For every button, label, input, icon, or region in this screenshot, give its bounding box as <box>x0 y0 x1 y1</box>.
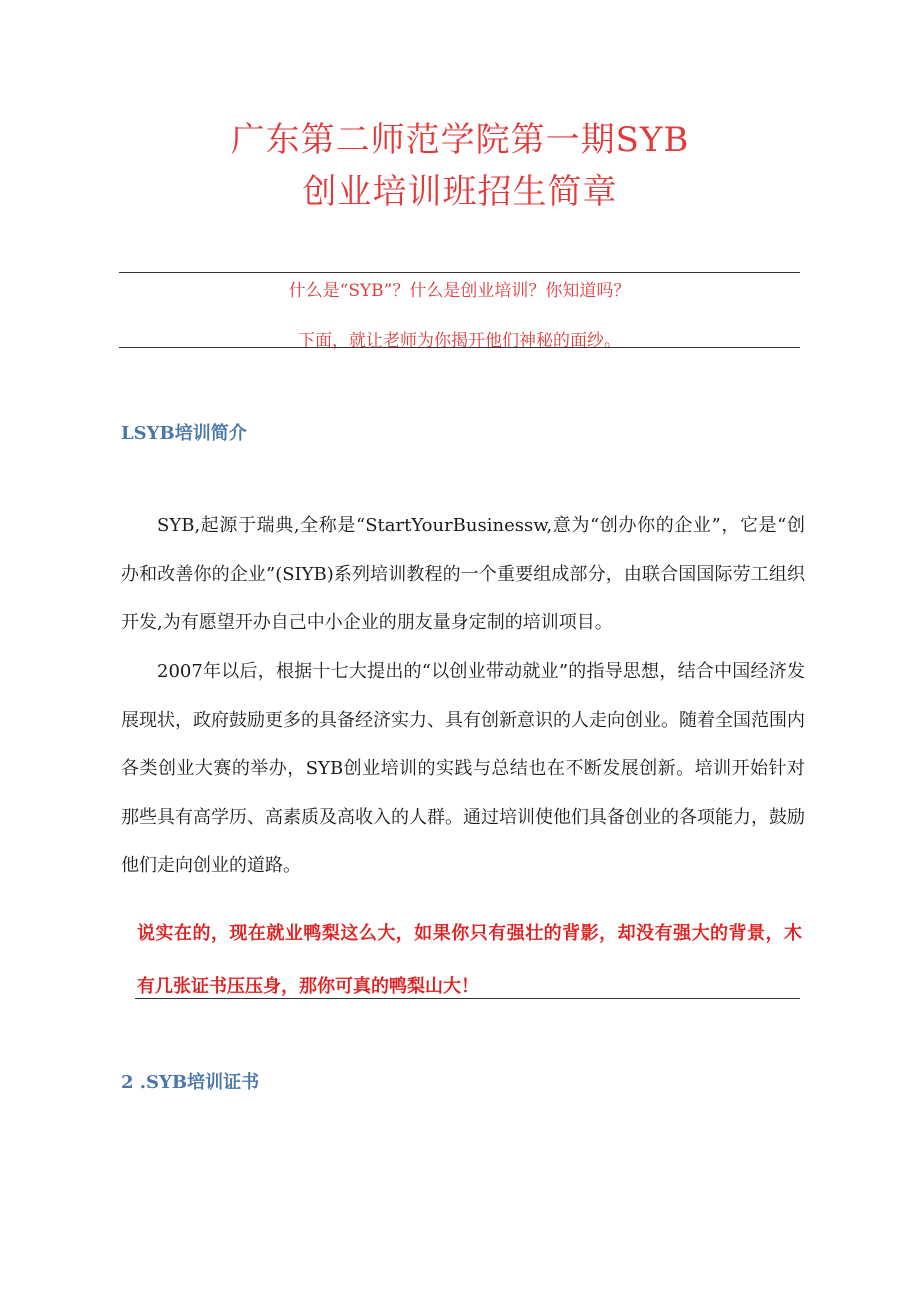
callout-divider <box>135 998 800 999</box>
intro-question: 什么是“SYB”？什么是创业培训？你知道吗？ <box>288 281 631 301</box>
highlight-callout: 说实在的，现在就业鸭梨这么大，如果你只有强壮的背影，却没有强大的背景，木有几张证书压压身，那你可真的鸭梨山大！ <box>137 923 802 997</box>
intro-bottom-divider <box>119 347 800 348</box>
section-heading-syb-intro: LSYB培训简介 <box>121 423 247 444</box>
intro-lead: 下面，就让老师为你揭开他们神秘的面纱。 <box>298 331 621 351</box>
section-heading-syb-certificate: 2 .SYB培训证书 <box>121 1072 260 1093</box>
intro-top-divider <box>119 272 800 273</box>
document-title-line-1: 广东第二师范学院第一期SYB <box>230 120 690 160</box>
document-title-line-2: 创业培训班招生简章 <box>302 172 618 212</box>
paragraph-syb-origin: SYB,起源于瑞典,全称是“StartYourBusinessw,意为“创办你的企业”，它是“创办和改善你的企业”(SIYB)系列培训教程的一个重要组成部分，由联合国国际劳工组织开发,为有愿望开办自己中小企业的朋友量身定制的培训项目。 <box>121 515 805 633</box>
paragraph-syb-development: 2007年以后，根据十七大提出的“以创业带动就业”的指导思想，结合中国经济发展现状，政府鼓励更多的具备经济实力、具有创新意识的人走向创业。随着全国范围内各类创业大赛的举办，SYB创业培训的实践与总结也在不断发展创新。培训开始针对那些具有高学历、高素质及高收入的人群。通过培训使他们具备创业的各项能力，鼓励他们走向创业的道路。 <box>121 661 805 876</box>
